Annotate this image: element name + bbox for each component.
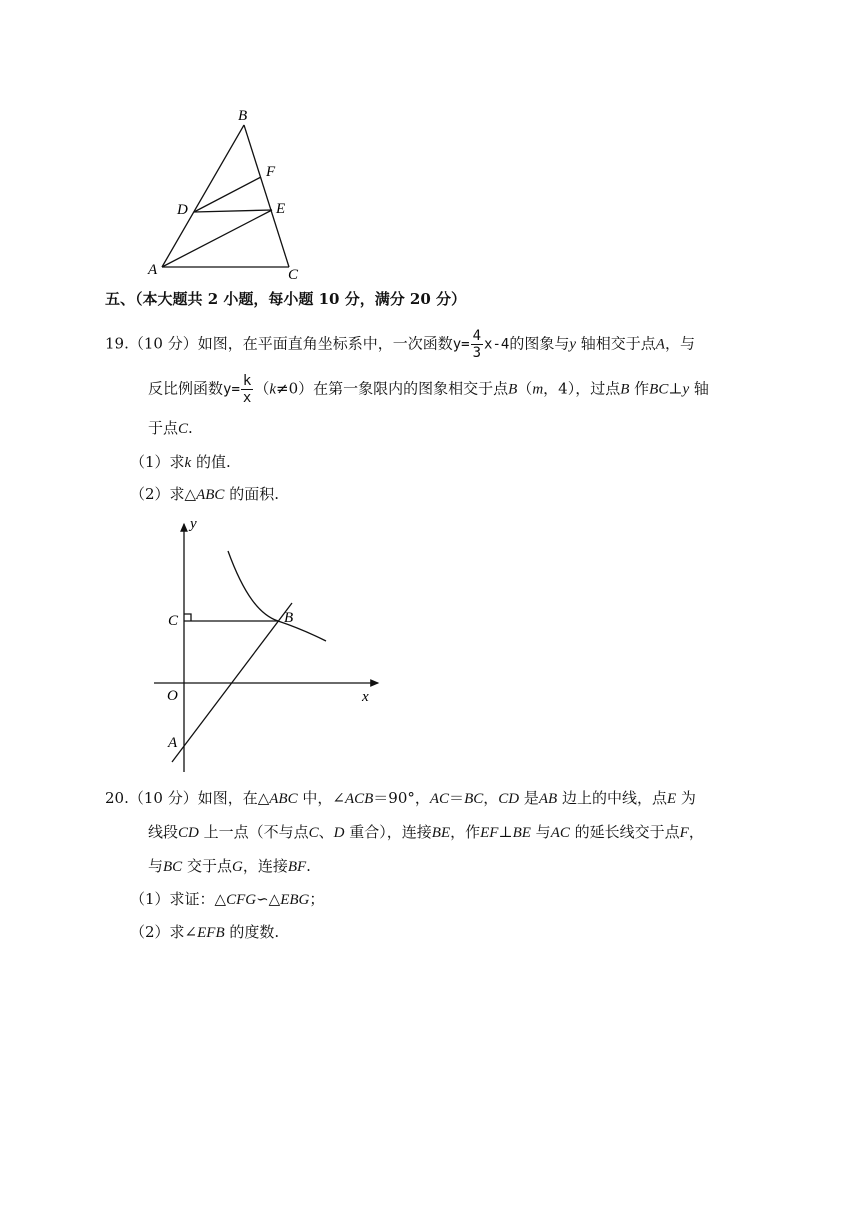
- q20-sub2-text: （2）求∠: [130, 923, 198, 941]
- q20-text: 上一点（不与点: [198, 823, 309, 841]
- q19-sub2: [130, 484, 279, 505]
- var-g: G: [231, 859, 243, 875]
- q20-text: ，连接: [242, 857, 288, 875]
- q20-text: 线段: [148, 823, 179, 841]
- q20-text: 为: [676, 789, 696, 807]
- segment-de: [194, 210, 272, 212]
- var-k: k: [269, 381, 276, 398]
- q19-text: 轴相交于点: [576, 334, 656, 353]
- var-ac: AC: [550, 825, 570, 841]
- var-bc: BC: [649, 381, 669, 398]
- q19-text: ，与: [664, 334, 695, 353]
- var-m: m: [532, 381, 544, 398]
- q20-text: ，作: [450, 823, 481, 841]
- var-b: B: [620, 381, 630, 398]
- right-angle-mark: [184, 614, 191, 621]
- var-f: F: [679, 825, 689, 841]
- var-y: y: [569, 336, 576, 353]
- segment-bc: [244, 125, 289, 267]
- formula-linear-lhs: y=: [452, 336, 470, 353]
- hyperbola-curve: [228, 551, 326, 641]
- q19-line2: [148, 373, 709, 406]
- var-y: y: [682, 381, 690, 398]
- q20-text: 边上的中线，点: [557, 789, 667, 807]
- q20-line3: [148, 856, 311, 877]
- var-bc: BC: [163, 859, 183, 875]
- q20-text: 中，∠: [297, 789, 345, 807]
- q20-text: 20.（10 分）如图，在△: [105, 789, 270, 807]
- q19-text: 轴: [689, 379, 709, 398]
- q20-text: 交于点: [182, 857, 232, 875]
- var-b: B: [508, 381, 518, 398]
- q19-text: （: [254, 379, 270, 398]
- q19-text: 19.（10 分）如图，在平面直角坐标系中，一次函数: [105, 334, 453, 353]
- q20-text: ＝: [449, 789, 465, 807]
- var-ef: EF: [480, 825, 499, 841]
- var-be: BE: [431, 825, 451, 841]
- label-b: B: [284, 610, 294, 626]
- var-e: E: [666, 791, 677, 807]
- q19-text: 的图象与: [509, 334, 570, 353]
- var-abc: ABC: [269, 791, 298, 807]
- label-y: y: [190, 516, 197, 532]
- var-cd: CD: [178, 825, 199, 841]
- q19-text: 作: [629, 379, 650, 398]
- q20-sub1-text: ；: [309, 890, 325, 908]
- label-d: D: [177, 202, 188, 218]
- q20-text: .: [306, 857, 311, 875]
- q19-text: .: [188, 419, 193, 437]
- formula-inverse-fraction: [241, 373, 253, 406]
- q19-text: ⊥: [668, 379, 683, 398]
- var-k: k: [184, 455, 192, 471]
- q19-text: ≠0）在第一象限内的图象相交于点: [276, 379, 509, 398]
- var-cd: CD: [498, 791, 520, 807]
- q20-sub2-text: 的度数.: [224, 923, 280, 941]
- q20-text: ，: [688, 823, 704, 841]
- var-ac: AC: [429, 791, 450, 807]
- var-a: A: [655, 336, 665, 353]
- var-acb: ACB: [344, 791, 374, 807]
- formula-linear-fraction: [471, 328, 483, 361]
- var-d: D: [333, 825, 345, 841]
- label-c: C: [168, 613, 179, 629]
- q19-sub1: [130, 452, 231, 473]
- q20-line2: [148, 822, 704, 843]
- label-b: B: [238, 108, 248, 124]
- q19-sub2-text: （2）求△: [130, 485, 197, 503]
- label-a: A: [148, 262, 158, 278]
- q19-text: 反比例函数: [148, 379, 224, 398]
- var-efb: EFB: [197, 925, 225, 941]
- q20-text: 的延长线交于点: [569, 823, 680, 841]
- q20-text: ，: [483, 789, 499, 807]
- coordinate-figure: [150, 510, 400, 780]
- fraction-numerator: k: [242, 373, 252, 389]
- label-o: O: [167, 688, 178, 704]
- var-bc: BC: [464, 791, 484, 807]
- fraction-numerator: 4: [472, 328, 482, 344]
- q19-line3: [148, 418, 193, 439]
- label-x: x: [362, 689, 369, 705]
- var-cfg: CFG: [226, 892, 257, 908]
- q20-text: ＝90°，: [373, 789, 430, 807]
- triangle-figure: [140, 100, 320, 285]
- q20-line1: [105, 788, 696, 809]
- formula-inverse-lhs: y=: [223, 381, 240, 398]
- var-ab: AB: [538, 791, 558, 807]
- q20-sub1-text: ∽△: [256, 890, 281, 908]
- q19-sub1-text: （1）求: [130, 453, 185, 471]
- fraction-denominator: 3: [472, 345, 482, 361]
- var-c: C: [178, 421, 189, 437]
- label-a: A: [168, 735, 178, 751]
- q20-text: 与: [148, 857, 164, 875]
- q20-text: 重合），连接: [344, 823, 432, 841]
- fraction-denominator: x: [242, 390, 252, 406]
- q20-text: 、: [318, 823, 334, 841]
- var-ebg: EBG: [280, 892, 310, 908]
- q19-text: ，4），过点: [543, 379, 621, 398]
- q19-sub2-text: 的面积.: [224, 485, 279, 503]
- q19-sub1-text: 的值.: [191, 453, 231, 471]
- q20-text: ⊥: [498, 823, 513, 841]
- formula-linear-rhs: x-4: [484, 336, 510, 353]
- label-f: F: [266, 164, 276, 180]
- label-e: E: [276, 201, 286, 217]
- section-heading: 五、（本大题共 2 小题，每小题 10 分，满分 20 分）: [105, 290, 467, 308]
- q19-text: （: [517, 379, 533, 398]
- q20-sub1: [130, 889, 324, 910]
- var-abc: ABC: [196, 487, 225, 503]
- var-c: C: [308, 825, 319, 841]
- var-be: BE: [512, 825, 531, 841]
- q20-text: 是: [519, 789, 539, 807]
- var-bf: BF: [287, 859, 307, 875]
- q20-sub1-text: （1）求证：△: [130, 890, 227, 908]
- label-c: C: [288, 267, 299, 283]
- q19-text: 于点: [148, 419, 179, 437]
- q19-line1: [105, 328, 695, 361]
- q20-text: 与: [530, 823, 551, 841]
- q20-sub2: [130, 922, 279, 943]
